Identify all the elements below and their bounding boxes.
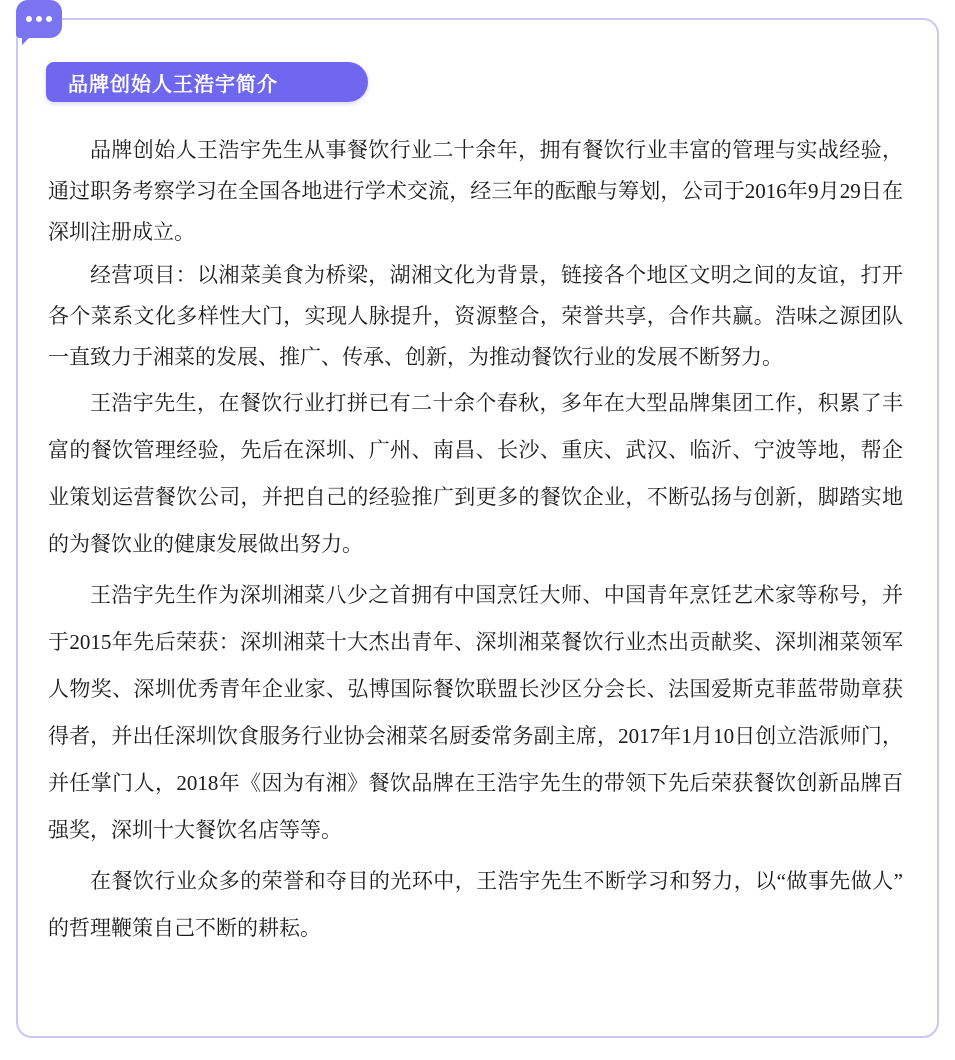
bubble-dot — [46, 16, 52, 22]
speech-bubble-dots-icon — [16, 0, 62, 38]
article-body — [18, 130, 937, 956]
paragraph: 在餐饮行业众多的荣誉和夺目的光环中，王浩宇先生不断学习和努力，以“做事先做人”的哲理鞭策自己不断的耕耘。 — [48, 869, 903, 940]
paragraph: 经营项目：以湘菜美食为桥梁，湖湘文化为背景，链接各个地区文明之间的友谊，打开各个菜系文化多样性大门，实现人脉提升，资源整合，荣誉共享，合作共赢。浩味之源团队一直致力于湘菜的发展、推广、传承、创新，为推动餐饮行业的发展不断努力。 — [48, 263, 903, 369]
paragraph: 王浩宇先生作为深圳湘菜八少之首拥有中国烹饪大师、中国青年烹饪艺术家等称号，并于2015年先后荣获：深圳湘菜十大杰出青年、深圳湘菜餐饮行业杰出贡献奖、深圳湘菜领军人物奖、深圳优秀青年企业家、弘博国际餐饮联盟长沙区分会长、法国爱斯克菲蓝带勋章获得者，并出任深圳饮食服务行业协会湘菜名厨委常务副主席，2017年1月10日创立浩派师门，并任掌门人，2018年《因为有湘》餐饮品牌在王浩宇先生的带领下先后荣获餐饮创新品牌百强奖，深圳十大餐饮名店等等。 — [48, 583, 903, 842]
content-card — [16, 18, 939, 1038]
paragraph: 品牌创始人王浩宇先生从事餐饮行业二十余年，拥有餐饮行业丰富的管理与实战经验，通过职务考察学习在全国各地进行学术交流，经三年的酝酿与筹划，公司于2016年9月29日在深圳注册成立。 — [48, 138, 903, 244]
bubble-dot — [26, 16, 32, 22]
paragraph: 王浩宇先生，在餐饮行业打拼已有二十余个春秋，多年在大型品牌集团工作，积累了丰富的餐饮管理经验，先后在深圳、广州、南昌、长沙、重庆、武汉、临沂、宁波等地，帮企业策划运营餐饮公司，并把自己的经验推广到更多的餐饮企业，不断弘扬与创新，脚踏实地的为餐饮业的健康发展做出努力。 — [48, 391, 903, 556]
section-title-ribbon — [46, 62, 368, 102]
bubble-dot — [36, 16, 42, 22]
page-title: 品牌创始人王浩宇简介 — [68, 73, 278, 96]
